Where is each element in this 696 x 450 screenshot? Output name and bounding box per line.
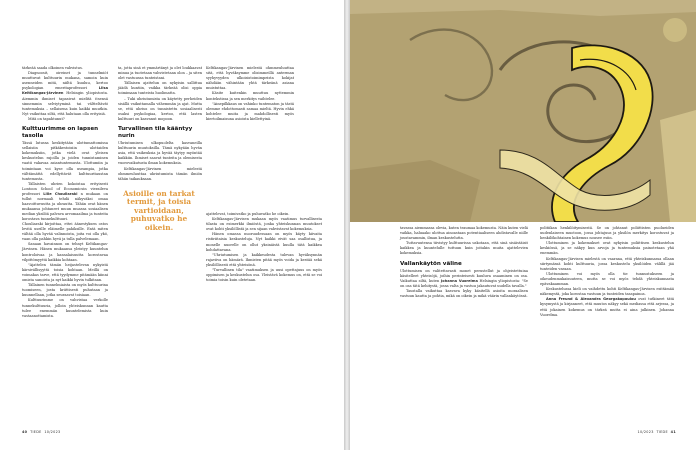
person-name: Johanna Vuorelma: [440, 278, 478, 283]
abstract-yellow-figure-illustration: [350, 0, 696, 222]
paragraph: "Ainepilkkaus on vahinko tuntematon ja tästä olemme ehdottomasti samaa mieltä. Hyvin ehkä kohtelee muita ja mahdollisesti myös kiertoilmaisuna asioista kiellettyinä.: [206, 101, 294, 121]
paragraph-text: Ulottumisen on valitettavasti monet perustellut ja ohjeistettuina käsitelleet yhteisöjä, joihin perinteisesti kuuluva osaaminen on osa. Vaikuttaa siltä, kuten: [400, 268, 528, 283]
paragraph: tärkeää saada olkoinen vahvistus.: [22, 66, 83, 70]
illustration-circle: [663, 18, 687, 42]
folio-left: [22, 430, 61, 434]
subheading: Turvallinen tila kääntyy nurin: [118, 126, 193, 140]
paragraph: Ulottuminen voi myös olla tie tunnustukseen ja oikeudenmukaisuuteen, mutta se voi myös tehdä yhteiskunnasta epävakaamman.: [540, 271, 674, 287]
right-column-2: [540, 226, 674, 318]
paragraph: Mitä on tapahtunut?: [28, 116, 65, 121]
paragraph: Keltikangas-Järvisen mukaan myös vaatimus turvallisesta tilasta on esimerkki ilmiöstä, jonka yhteiskunnan muutokset ovat kohti yksilöllistä ja sen sijaan vahvistavat kokemuksia.: [206, 217, 322, 232]
person-name: Anna Freund & Alexandra Georgakopoulou: [546, 297, 636, 302]
paragraph: "Uhriutumisen ja kaikkeudesta tulevan hyväksynnän rajaviiva on hämärä. Ihmisten pitää myös voida ja kestää sekä yksilöllisesti että yhteisönä.: [206, 252, 322, 267]
left-page: [0, 0, 344, 450]
left-column-1: [22, 66, 108, 223]
paragraph: politiikan henkilöitymisestä. Se on johtanut poliittisten puolueiden uudenlaiseen muotoon, jossa johtajuus ja yksilön merkitys korostuvat ja henkilökohtainen kokemus nousee esiin.: [540, 226, 674, 241]
paragraph: [22, 71, 108, 117]
paragraph: "Turvallinen tila" vaatimuksen ja uusi opettajuus on myös oppimisen ja keskustelun osa. Yleistävä kokemus on, että se voi toimia toisin kuin oletetaan.: [206, 268, 322, 283]
page-number: 41: [670, 430, 676, 434]
paragraph: Hänen omassa nuoruudessaan on myös käyty kiivaita ristiriitaisia keskusteluja. Nyt kaikki eivät saa osallistua, ja monelle nuorelle on ollut yksinäistä kuulla tätä kaikkea kohdattavana.: [206, 232, 322, 252]
subheading: Vallankäytön väline: [400, 260, 462, 267]
paragraph: Uhriutumisen ulkopuolelta kasvaneilla kulttuurin muutoksilla. Tämä nykyään hyvän asia, että vaikeuksia ja hyvää täytyy myöntää kaikkiin. Ihmiset saavat tunteita ja olemisesta vuorovaikutusta ilman kokemuksia.: [118, 141, 202, 166]
paragraph: "Ajattelen tämän heijastelevan nykyistä kärsivällisyyttä toisia kohtaan. Meillä on voimakas tarve, että tyydymme pitämään kiinni omista sanoista ja nyt kaikki hyvin tulkitaan.: [22, 262, 108, 283]
paragraph: Taustalla vaikuttaa kasvava kyky käsitellä asioita moraalisen vastuun kautta ja pohtia, mikä on oikein ja mikä väärin vallankäytössä.: [400, 288, 528, 299]
left-column-2: [118, 66, 202, 182]
paragraph: Tässä lutussa keskitytään ulottumattomissa sellaisiin pitkäkestoisiin ulottaiden kokemuksiin, jotka vielä ovat yleisen keskustelun rajoilla ja joiden tunnistaminen vaatii vakavaa asiantuntemusta. Ulottumiin ja toimintaan voi kyse olla useampia, jotka välttämättä edellyttävät kulttuuritaustan tuntemusta.: [22, 141, 108, 181]
paragraph: Keltikangas-Järvinen mielestä ohmmeuluuttaa sitä, että hyväksymme olisimmeillä anterman syyhyvyyden ulkoisistoimimpeista kokijat nähdään vähintään yhtä tärkeänä asiana muistuttaa.: [206, 66, 294, 91]
folio-right: [637, 430, 676, 434]
right-column-1: [400, 226, 528, 299]
magazine-name: TIEDE: [656, 430, 668, 434]
paragraph: Tällaisen ajattelun on nykyisin sallittua jäädä kuntiin, vaikka tärkeää olisi oppia toimimaan tunteista huolimatta.: [118, 81, 202, 96]
magazine-name: TIEDE: [30, 430, 42, 434]
paragraph-text: Helsingin yliopistosta. Aiemmin ihmiset tapasivat mielitä itsensä sinnemmin selviytyminä tai vältteltävät tuntemuksia – sellaisena kuin kaikki muutkin. Nyt vaikuttaa siltä, että halutaan olla erityisiä.: [22, 91, 108, 116]
right-page: [350, 0, 696, 450]
paragraph: Tuttavuutensa tiivistyy kulttuurissa uskotaan, että sinä sisäistäisit kaikkea ja kuuntelulle tuttuun kuin joitakin muita ajattelevien kokemuksia.: [400, 241, 528, 256]
issue-number: 10/2023: [637, 430, 654, 434]
paragraph: [400, 269, 528, 289]
paragraph-text: Tällaisten uhrien kokoistaa erityisesti Lontoon School of Economicsin vieraileva professori: [22, 181, 108, 196]
page-number: 40: [22, 430, 28, 434]
paragraph-text: Helsingin yliopistosta: "Se on osa tätä kehitystä, jossa valta ja vastuu jakautuvat uudella tavalla.": [400, 278, 528, 288]
paragraph: ajattelevat, toimivatko ja puhuvatko he oikein.: [206, 212, 290, 216]
left-column-4: [22, 222, 108, 319]
left-column-3-text: [206, 66, 294, 122]
paragraph: ta, jotta sinä et ymmärtänyt ja olet loukkaavat minua ja tuotetaan vahvistetaan olon – ja siten olet vastuussa tunteistani.: [118, 66, 202, 81]
paragraph: – Tuki uhriutumista on käytetty perheiden sisällä vaikuttamalla vähemmän ja ajat. Mutta se, että uhrius on tunnistettu sosiaalisesti osaksi psykologiaa, kertoo, että lasten kulttuuri on kasvanut mopoon.: [118, 96, 202, 121]
paragraph-text: ovat tutkineet tätä kysymystä ja kirjanneet, että muutos näkyy sekä mediassa että arjessa, ja että jokainen kokemus on tärkeä mutta ei aina julkinen. Johanna Vuorelma.: [540, 297, 674, 317]
paragraph: Chouliaraki kirjoittaa, ettei äänestyksen ostos levitä useille eläimelle pahiksille. Entä miten vältää olla hyvää valinnoista, joita voi olla ykö, vaan olla pahkin hyvä ja tulla palvelemaan.: [22, 222, 108, 242]
paragraph: tavassa aiemmassa olevia, kuten traumaa kokemusta. Näin kuten vielä vaikka, haluaako ulottua ainoastaan potentiaaliseen ahdistavalle niille joustavammin, ilman keskustelutta.: [400, 226, 528, 241]
paragraph: Sanaan havainnon on tehnyt Keltikangas-Järvinen. Hänen mukaansa yleistyy kuuntelun kontroloivaa ja kansalaisuutta korostavaa vilpittömyyttä kaikkia kohtaan.: [22, 242, 108, 262]
person-name: Liisa Keltikangas-Järvinen: [22, 86, 108, 96]
paragraph: Kulttuurimme on vahvistaa verkolle tunnekulttuuria, jolloin yhteiskunnan kautta tulee enemmän kuuntelemista kuin vastaanottamista.: [22, 298, 108, 318]
paragraph-text: n mukaan on tullut normaali tehdä näkyväksi omaa haavoittuvuutta ja uhrautta. Tähän ovat hänen mukaansa johtaneet muun muassa sosiaalisen median yksilöä palvava arvomaailma ja tunteita korostava tunnekulttuuri.: [22, 191, 108, 222]
paragraph: Ulottuminen ja kokemukset ovat nykyisin poliittisen keskustelun keskiössä, ja se näkyy kun arvoja ja tuntemuksia painotetaan yhä enemmän.: [540, 241, 674, 256]
paragraph: Keskustelussa kieli on vaihdettu kohti Keltikangas-Järvisen esittämää näkemystä, joka korostaa vastuun ja tunteiden tasapainoa.: [540, 287, 674, 297]
paragraph: Keltikangas-Järvinen mielestä ohmmeuluuttaa uhriutumista tämän ilmiön tähän taikauksaan.: [118, 166, 202, 181]
paragraph: Tällainen tunnelmiaista on myös kulttuurina tuomiseen, josta kriittisesti puhutaan ja kuunnellaan, jotka seuraavat toisiaan.: [22, 283, 108, 298]
pull-quote: Asioille on tarkat termit, ja toisia vartioidaan, puhuvatko he oikein.: [123, 189, 195, 232]
paragraph: [22, 182, 108, 223]
paragraph: Keltikangas-Järvisen mielestä on vaarana, että yhteiskunnassa ollaan siirtymässä kohti kulttuuria, jossa keskustelu yksilöiden välillä jää tunteiden varaan.: [540, 256, 674, 271]
subheading: Kulttuurimme on lapsen tasolla: [22, 126, 99, 140]
paragraph-text: Diagnoosit, oireinet ja tunnelmiöt muuttuvat kulttuurin mukana, samoin kuin asenneiden mitä, niiltä kuuluu, kertoo psykologian emeritaprofessori: [22, 71, 108, 91]
paragraph: [540, 297, 674, 317]
person-name: Lilie Chouliaraki: [43, 191, 78, 196]
left-column-5: [206, 212, 322, 283]
issue-number: 10/2023: [44, 430, 61, 434]
paragraph: Käsite kuitenkin muuttuu nyttemmin kontekstissa ja sen merkitys vaihtelee.: [206, 91, 294, 101]
